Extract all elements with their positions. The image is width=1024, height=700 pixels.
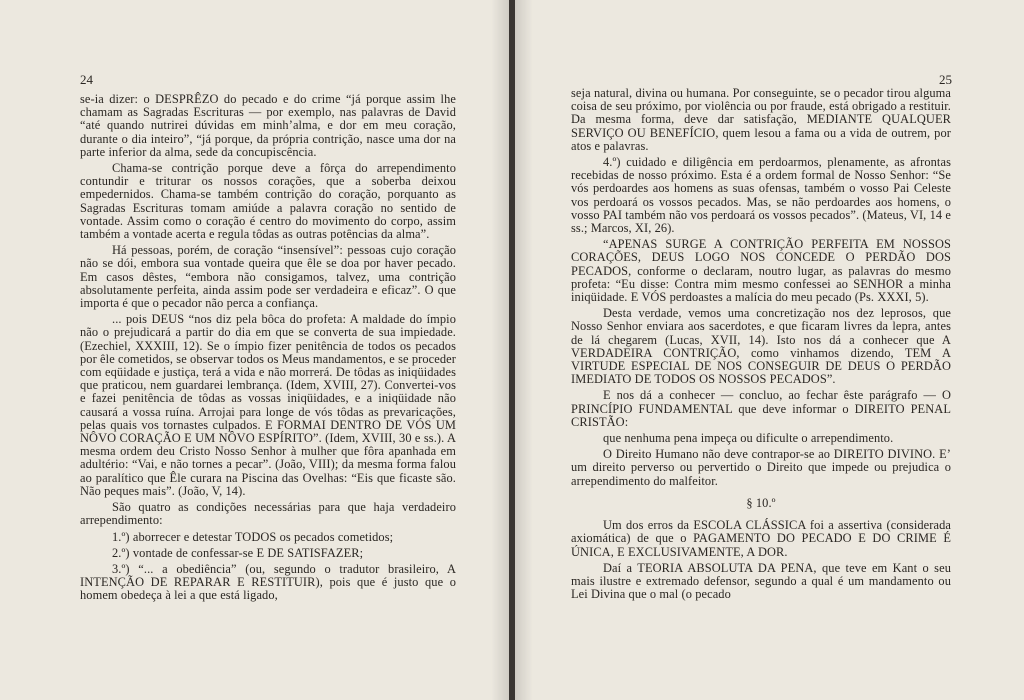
list-item: 3.º) “... a obediência” (ou, segundo o tradutor brasileiro, A INTENÇÃO DE REPARAR E RESTITUIR), pois que é justo que o homem obedeça à lei a que está ligado,	[80, 561, 456, 603]
text-column	[80, 93, 456, 606]
list-item: 4.º) cuidado e diligência em perdoarmos, plenamente, as afrontas recebidas de nosso próximo. Esta é a ordem formal de Nosso Senhor: “Se vós perdoardes aos homens as suas ofensas, também o vosso Pai Celeste vos perdoará os vossos pecados. Mas, se não perdoardes aos homens, o vosso PAI também não vos perdoará os vossos pecados”. (Mateus, VI, 14 e ss.; Marcos, XI, 26).	[571, 155, 951, 236]
paragraph: se-ia dizer: o DESPRÊZO do pecado e do crime “já porque assim lhe chamam as Sagradas Escrituras — por exemplo, nas palavras de David “até quando nutrirei dúvidas em minh’alma, e dor em meu coração, durante o dia inteiro”, “já porque, da própria contrição, nasce uma dor na parte inferior da alma, sede da concupiscência.	[80, 92, 456, 159]
page-number: 24	[80, 72, 93, 87]
paragraph: Desta verdade, vemos uma concretização nos dez leprosos, que Nosso Senhor enviara aos sacerdotes, e que ficaram livres da lepra, antes de lá chegarem (Lucas, XVII, 14). Isto nos dá a conhecer que A VERDADEIRA CONTRIÇÃO, como vinhamos dizendo, TEM A VIRTUDE ESPECIAL DE NOS CONSEGUIR DE DEUS O PERDÃO IMEDIATO DE TODOS OS NOSSOS PECADOS”.	[571, 306, 951, 387]
paragraph: E nos dá a conhecer — concluo, ao fechar êste parágrafo — O PRINCÍPIO FUNDAMENTAL que deve informar o DIREITO PENAL CRISTÃO:	[571, 388, 951, 429]
paragraph: Chama-se contrição porque deve a fôrça do arrependimento contundir e triturar os nossos corações, que a soberba deixou empedernidos. Chama-se também contrição do coração, porquanto as Sagradas Escrituras tomam amiúde a palavra coração no sentido de vontade. Assim como o coração é centro do movimento do corpo, assim também a vontade acerta e regula tôdas as outras potências da alma”.	[80, 161, 456, 242]
paragraph: Daí a TEORIA ABSOLUTA DA PENA, que teve em Kant o seu mais ilustre e extremado defensor, segundo a qual é um mandamento ou Lei Divina que o mal (o pecado	[571, 560, 951, 602]
paragraph: ... pois DEUS “nos diz pela bôca do profeta: A maldade do ímpio não o prejudicará a partir do dia em que se converta de sua impiedade. (Ezechiel, XXXIII, 12). Se o ímpio fizer penitência de todos os pecados por êle cometidos, se observar todos os Meus mandamentos, e se proceder com eqüidade e justiça, terá a vida e não morrerá. De tôdas as iniqüidades que praticou, nem guardarei lembrança. (Idem, XVIII, 27). Convertei-vos e fazei penitência de tôdas as vossas iniqüidades, e a iniqüidade não causará a vossa ruína. Arrojai para longe de vós tôdas as prevaricações, pelas quais vos tornastes culpados. E FORMAI DENTRO DE VÓS UM NÔVO CORAÇÃO E UM NÔVO ESPÍRITO”. (Idem, XVIII, 30 e ss.). A mesma ordem deu Cristo Nosso Senhor à mulher que fôra apanhada em adultério: “Vai, e não tornes a pecar”. (João, VIII); da mesma forma falou ao paralítico que Êle curara na Piscina das Ovelhas: “Eis que ficaste são. Não peques mais”. (João, V, 14).	[80, 312, 456, 498]
paragraph: seja natural, divina ou humana. Por conseguinte, se o pecador tirou alguma coisa de seu próximo, por violência ou por fraude, está obrigado a restituir. Da mesma forma, deve dar satisfação, MEDIANTE QUALQUER SERVIÇO OU BENEFÍCIO, quem lesou a fama ou a vida de outrem, por atos e palavras.	[571, 86, 951, 153]
right-page	[515, 0, 1024, 700]
paragraph: que nenhuma pena impeça ou dificulte o arrependimento.	[603, 431, 894, 446]
paragraph: “APENAS SURGE A CONTRIÇÃO PERFEITA EM NOSSOS CORAÇÕES, DEUS LOGO NOS CONCEDE O PERDÃO DOS PECADOS, conforme o declaram, noutro lugar, as palavras do mesmo profeta: “Eu disse: Contra mim mesmo confessei ao SENHOR a minha iniqüidade. E VÓS perdoastes a malícia do meu pecado (Ps. XXXI, 5).	[571, 237, 951, 305]
gutter-shadow	[515, 0, 533, 700]
text-column	[571, 87, 951, 604]
list-item: 1.º) aborrecer e detestar TODOS os pecados cometidos;	[112, 529, 394, 544]
page-number: 25	[939, 72, 952, 87]
left-page	[0, 0, 509, 700]
list-item: 2.º) vontade de confessar-se E DE SATISFAZER;	[112, 545, 364, 560]
section-heading: § 10.º	[746, 495, 776, 510]
paragraph: São quatro as condições necessárias para que haja verdadeiro arrependimento:	[80, 500, 456, 528]
paragraph: O Direito Humano não deve contrapor-se ao DIREITO DIVINO. E’ um direito perverso ou pervertido o Direito que impede ou prejudica o arrependimento do malfeitor.	[571, 447, 951, 488]
paragraph: Há pessoas, porém, de coração “insensível”: pessoas cujo coração não se dói, embora sua vontade queira que êle se doa por haver pecado. Em casos dêstes, “embora não consigamos, talvez, uma contrição absolutamente perfeita, ainda assim pode ser verdadeira e eficaz”. O que importa é que o pecador não perca a confiança.	[80, 243, 456, 311]
gutter-shadow	[491, 0, 509, 700]
paragraph: Um dos erros da ESCOLA CLÁSSICA foi a assertiva (considerada axiomática) de que o PAGAMENTO DO PECADO E DO CRIME É ÚNICA, E EXCLUSIVAMENTE, A DOR.	[571, 518, 951, 559]
